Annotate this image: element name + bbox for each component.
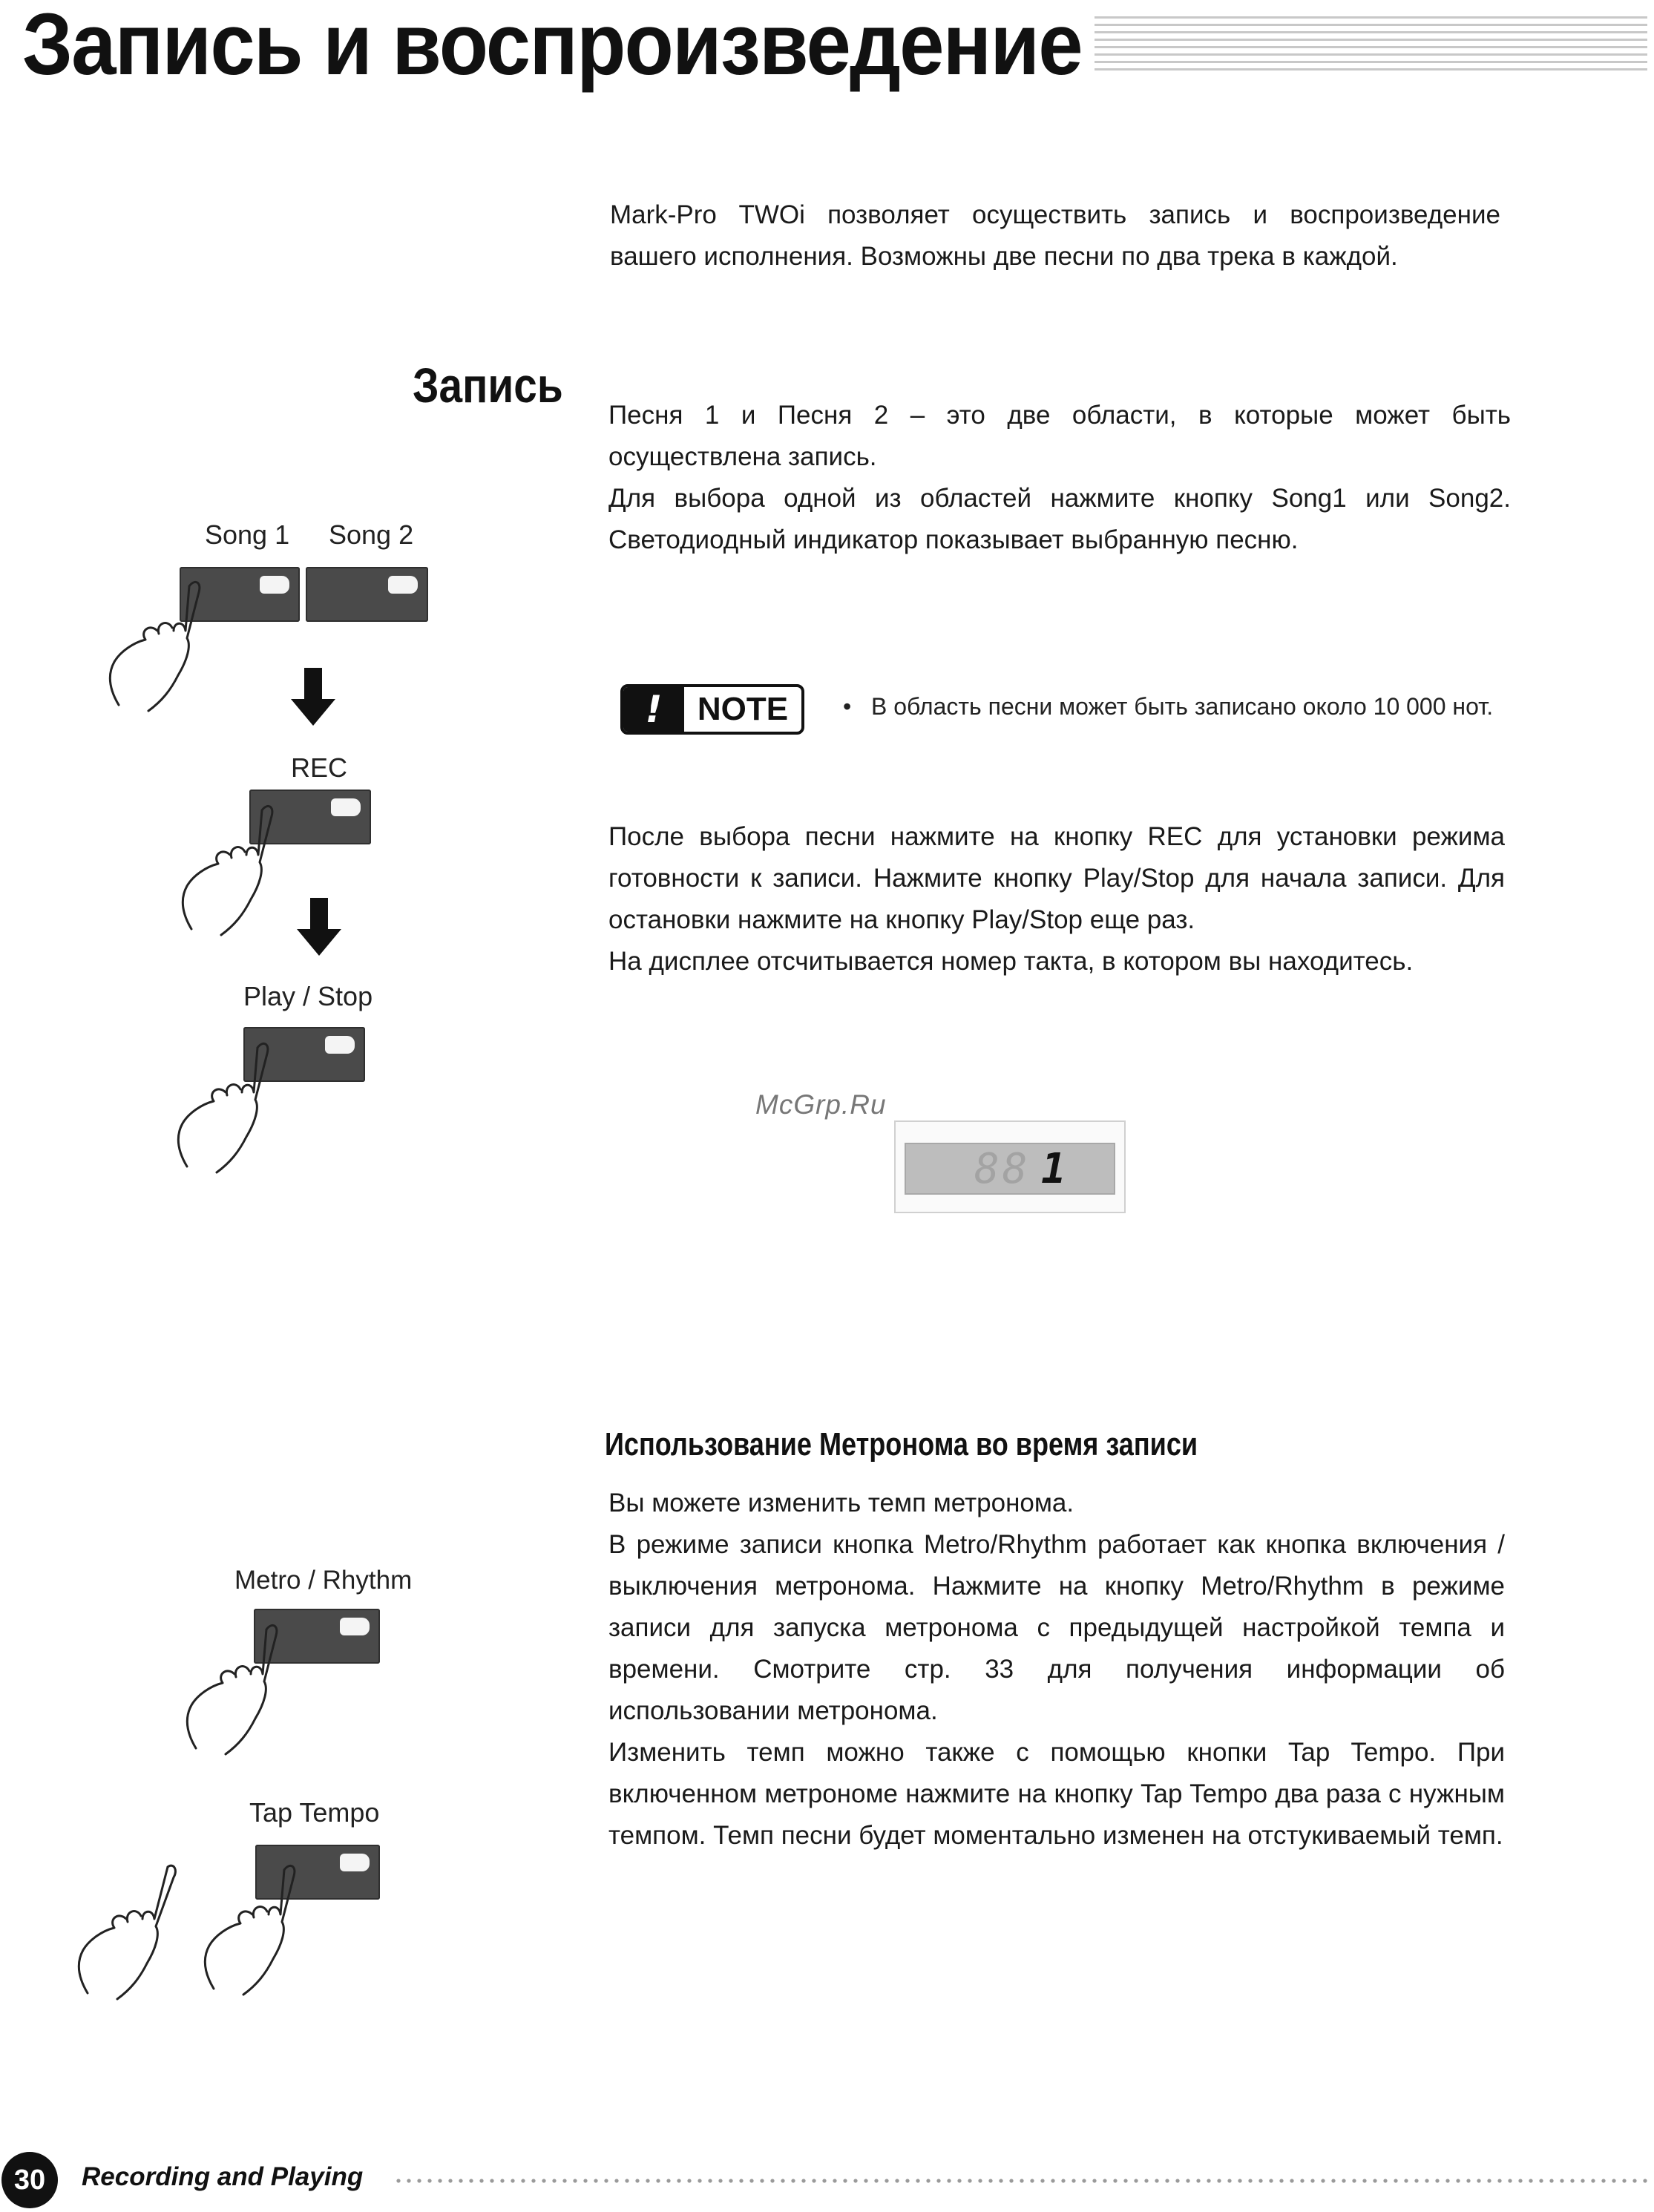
play-stop-label: Play / Stop <box>243 981 373 1011</box>
arrow-down-icon <box>297 898 341 957</box>
page-title: Запись и воспроизведение <box>22 0 1082 93</box>
watermark-text: McGrp.Ru <box>755 1089 887 1120</box>
led-indicator <box>388 576 418 594</box>
note-text: В область песни может быть записано около 10 000 нот. <box>871 693 1494 720</box>
page-number: 30 <box>1 2152 58 2208</box>
song2-button[interactable] <box>306 567 428 622</box>
pointing-hand-icon <box>181 1615 285 1756</box>
led-indicator <box>331 798 361 816</box>
tap-tempo-label: Tap Tempo <box>249 1797 380 1828</box>
recording-paragraph-3: После выбора песни нажмите на кнопку REC для установки режима готовности к записи. Нажмите кнопку Play/Stop для начала записи. Для остановки нажмите на кнопку Play/Stop еще раз. <box>608 822 1505 934</box>
pointing-hand-icon <box>172 1033 276 1174</box>
note-bullet: • <box>843 693 852 720</box>
exclamation-icon: ! <box>623 687 684 732</box>
metronome-paragraph-3: Изменить темп можно также с помощью кнопки Tap Tempo. При включенном метрономе нажмите на кнопку Tap Tempo два раза с нужным темпом. Темп песни будет моментально изменен на отстукиваемый темп. <box>608 1738 1505 1850</box>
led-indicator <box>260 576 289 594</box>
note-badge <box>620 684 804 735</box>
raised-hand-icon <box>73 1860 177 2001</box>
pointing-hand-icon <box>177 795 280 936</box>
metronome-heading: Использование Метронома во время записи <box>605 1426 1198 1463</box>
recording-paragraph-2: Для выбора одной из областей нажмите кнопку Song1 или Song2. Светодиодный индикатор показывает выбранную песню. <box>608 484 1511 554</box>
intro-paragraph: Mark-Pro TWOi позволяет осуществить запись и воспроизведение вашего исполнения. Возможны две песни по два трека в каждой. <box>610 200 1500 271</box>
metronome-paragraph-2: В режиме записи кнопка Metro/Rhythm работает как кнопка включения / выключения метронома. Нажмите на кнопку Metro/Rhythm в режиме записи для запуска метронома с предыдущей настройкой темпа и времени. Смотрите стр. 33 для получения информации об использовании метронома. <box>608 1530 1505 1725</box>
pointing-hand-icon <box>104 571 208 712</box>
lcd-measure-number: 1 <box>1041 1145 1066 1193</box>
rec-label: REC <box>291 752 348 783</box>
note-label: NOTE <box>697 691 789 727</box>
metro-rhythm-label: Metro / Rhythm <box>234 1566 413 1595</box>
lcd-inactive-segments: 88 <box>974 1145 1031 1193</box>
recording-paragraph-4: На дисплее отсчитывается номер такта, в котором вы находитесь. <box>608 947 1414 976</box>
song2-label: Song 2 <box>329 519 414 550</box>
recording-paragraph-1: Песня 1 и Песня 2 – это две области, в которые может быть осуществлена запись. <box>608 401 1511 471</box>
metronome-paragraph-1: Вы можете изменить темп метронома. <box>608 1489 1074 1517</box>
arrow-down-icon <box>291 668 335 727</box>
footer-dotted-rule <box>393 2179 1647 2183</box>
recording-heading: Запись <box>413 358 563 413</box>
lcd-screen <box>905 1143 1115 1195</box>
led-indicator <box>340 1618 370 1635</box>
footer-section-title: Recording and Playing <box>82 2162 364 2191</box>
song1-label: Song 1 <box>205 519 290 550</box>
led-indicator <box>340 1854 370 1871</box>
title-decorative-rules <box>1095 16 1647 76</box>
pointing-hand-icon <box>199 1855 303 1996</box>
led-indicator <box>325 1036 355 1054</box>
lcd-display <box>894 1120 1126 1213</box>
